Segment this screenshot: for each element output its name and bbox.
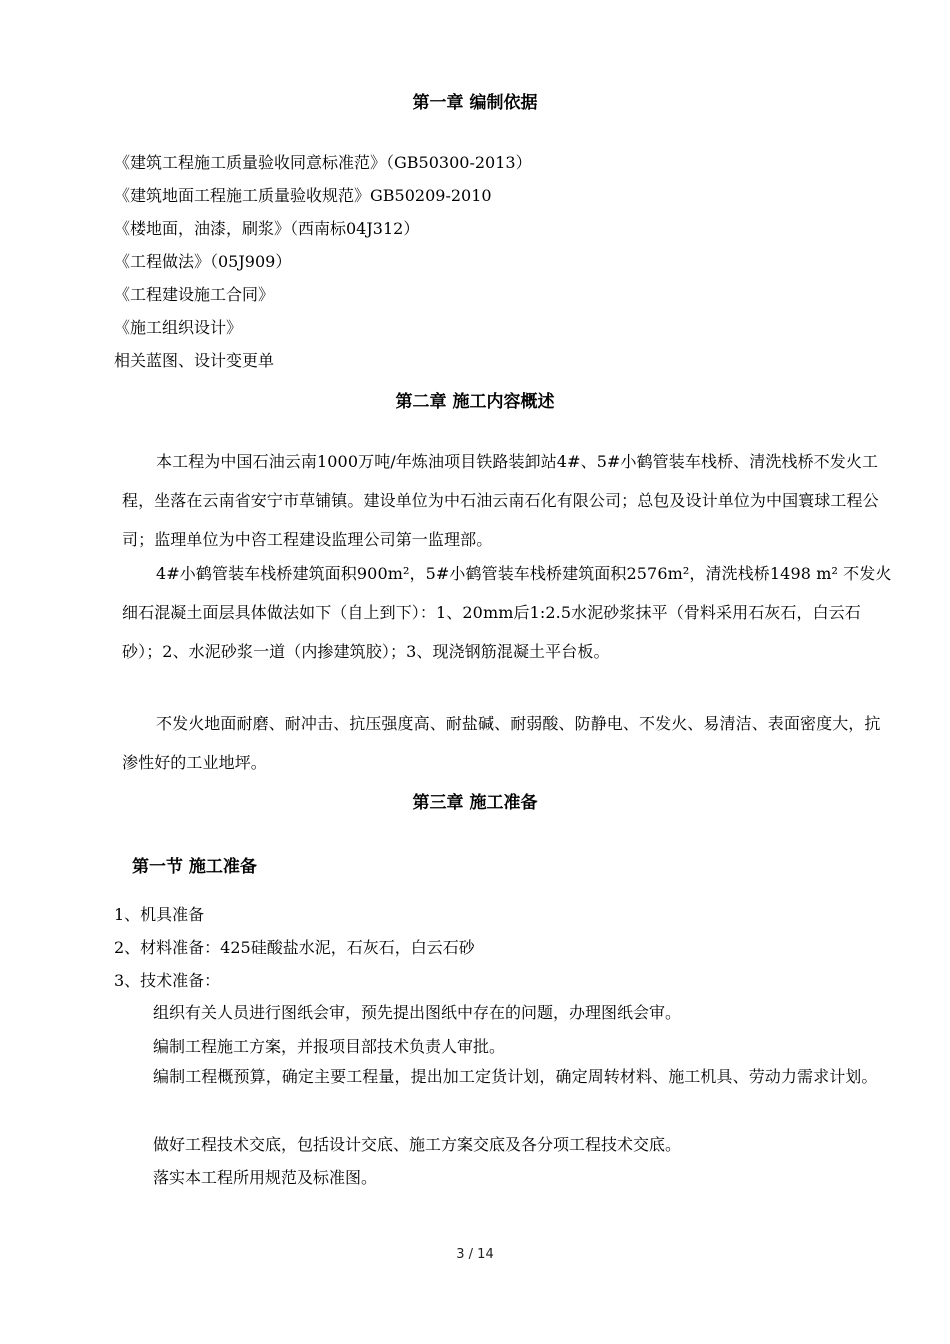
tech-item: 组织有关人员进行图纸会审，预先提出图纸中存在的问题，办理图纸会审。 (153, 1003, 682, 1022)
reference-item: 《施工组织设计》 (114, 318, 243, 337)
chapter-3-title: 第三章 施工准备 (412, 793, 538, 813)
prep-item: 1、机具准备 (114, 905, 205, 924)
chapter-1-title: 第一章 编制依据 (412, 93, 538, 113)
reference-item: 《建筑工程施工质量验收同意标准范》（GB50300-2013） (114, 153, 532, 172)
feature-paragraph: 不发火地面耐磨、耐冲击、抗压强度高、耐盐碱、耐弱酸、防静电、不发火、易清洁、表面密度大，抗渗性好的工业地坪。 (122, 714, 881, 772)
chapter-2-title: 第二章 施工内容概述 (395, 392, 555, 412)
reference-item: 《楼地面，油漆，刷浆》（西南标04J312） (114, 219, 420, 238)
prep-item: 2、材料准备：425硅酸盐水泥，石灰石，白云石砂 (114, 938, 475, 957)
overview-paragraph: 本工程为中国石油云南1000万吨/年炼油项目铁路装卸站4#、5#小鹤管装车栈桥、清洗栈桥不发火工程，坐落在云南省安宁市草铺镇。建设单位为中石油云南石化有限公司；总包及设计单位为中国寰球工程公司；监理单位为中咨工程建设监理公司第一监理部。 (122, 452, 879, 549)
tech-item: 落实本工程所用规范及标准图。 (153, 1168, 378, 1187)
reference-item: 《建筑地面工程施工质量验收规范》GB50209-2010 (114, 186, 492, 205)
page-number: 3 / 14 (456, 1247, 494, 1262)
reference-item: 《工程做法》（05J909） (114, 252, 292, 271)
reference-item: 相关蓝图、设计变更单 (114, 351, 275, 370)
tech-item: 编制工程施工方案，并报项目部技术负责人审批。 (153, 1037, 506, 1056)
tech-item: 编制工程概预算，确定主要工程量，提出加工定货计划，确定周转材料、施工机具、劳动力需求计划。 (153, 1067, 878, 1086)
section-1-title: 第一节 施工准备 (132, 857, 257, 877)
tech-item: 做好工程技术交底，包括设计交底、施工方案交底及各分项工程技术交底。 (153, 1135, 682, 1154)
prep-item: 3、技术准备： (114, 971, 221, 990)
reference-item: 《工程建设施工合同》 (114, 285, 275, 304)
area-paragraph: 4#小鹤管装车栈桥建筑面积900m²，5#小鹤管装车栈桥建筑面积2576m²，清洗栈桥1498 m² 不发火细石混凝土面层具体做法如下（自上到下）：1、20mm后1:2.5水泥砂浆抹平（骨料采用石灰石，白云石砂）；2、水泥砂浆一道（内掺建筑胶）；3、现浇钢筋混凝土平台板。 (122, 564, 892, 661)
